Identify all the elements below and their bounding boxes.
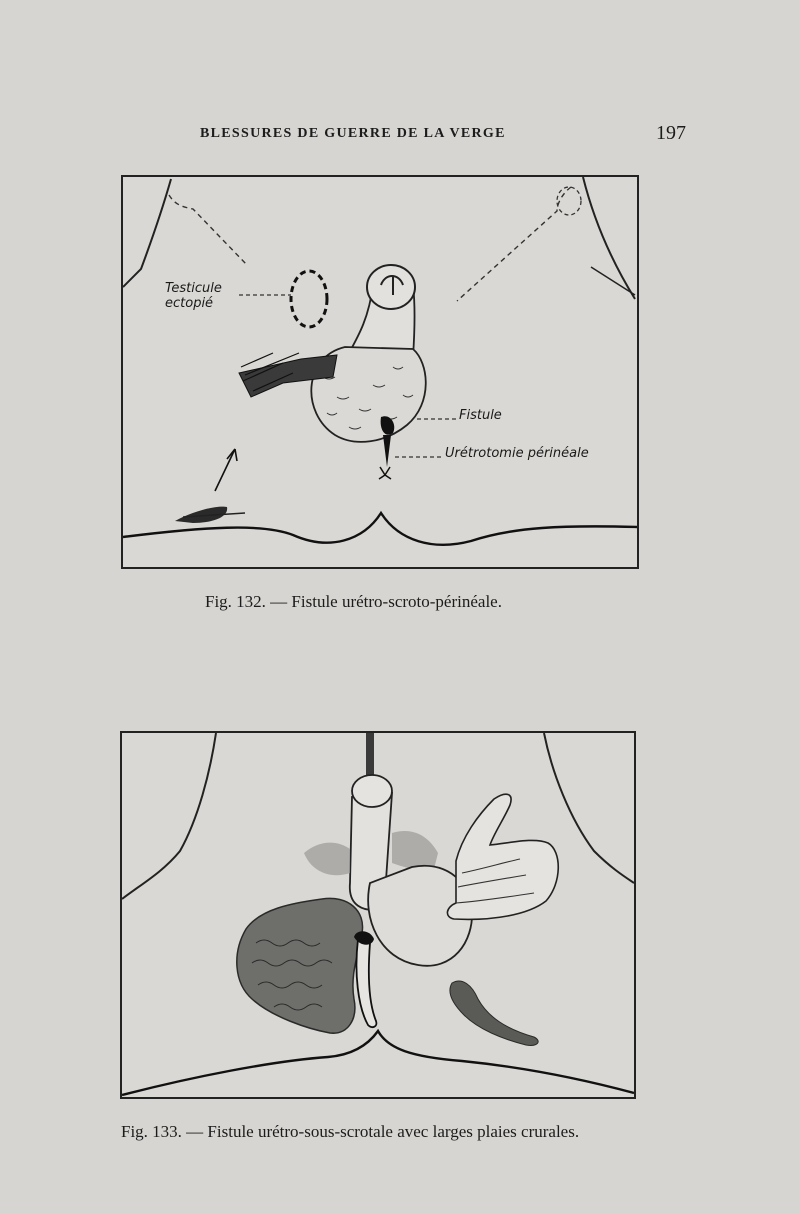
page-header [0,122,800,146]
left-thigh-outline [123,179,171,287]
fistula-tube [356,939,376,1027]
pubic-hair-left [304,843,350,876]
perineum-outline [122,1031,634,1095]
label-uretrotomie: Urétrotomie périnéale [445,446,589,461]
right-thigh-outline [583,177,635,299]
label-ectopie: ectopié [165,296,214,311]
label-testicule: Testicule [165,281,222,296]
caption-figure-133: Fig. 133. — Fistule urétro-sous-scrotale avec larges plaies crurales. [121,1122,580,1141]
page-number: 197 [656,122,686,144]
left-inguinal-dashed [169,195,247,265]
running-title: BLESSURES DE GUERRE DE LA VERGE [200,126,506,141]
arrow-indicator [215,449,235,491]
left-thigh-outline [122,733,216,899]
glans [352,775,392,807]
crural-wound-left [237,898,363,1033]
catheter [366,733,374,781]
figure-133-drawing [122,733,634,1097]
figure-133-illustration [120,731,636,1099]
figure-132-illustration [121,175,639,569]
crural-wound-right [450,981,538,1045]
label-fistule: Fistule [459,408,502,423]
pubic-hair-right [392,831,438,870]
caption-figure-132: Fig. 132. — Fistule urétro-scroto-périnéale. [205,592,502,611]
hand [447,794,558,919]
figure-132-drawing [123,177,637,567]
right-inguinal-dashed [457,187,571,301]
ectopic-testicle-outline [291,271,327,327]
glans [367,265,415,309]
urethrotomy-wound [383,435,391,467]
